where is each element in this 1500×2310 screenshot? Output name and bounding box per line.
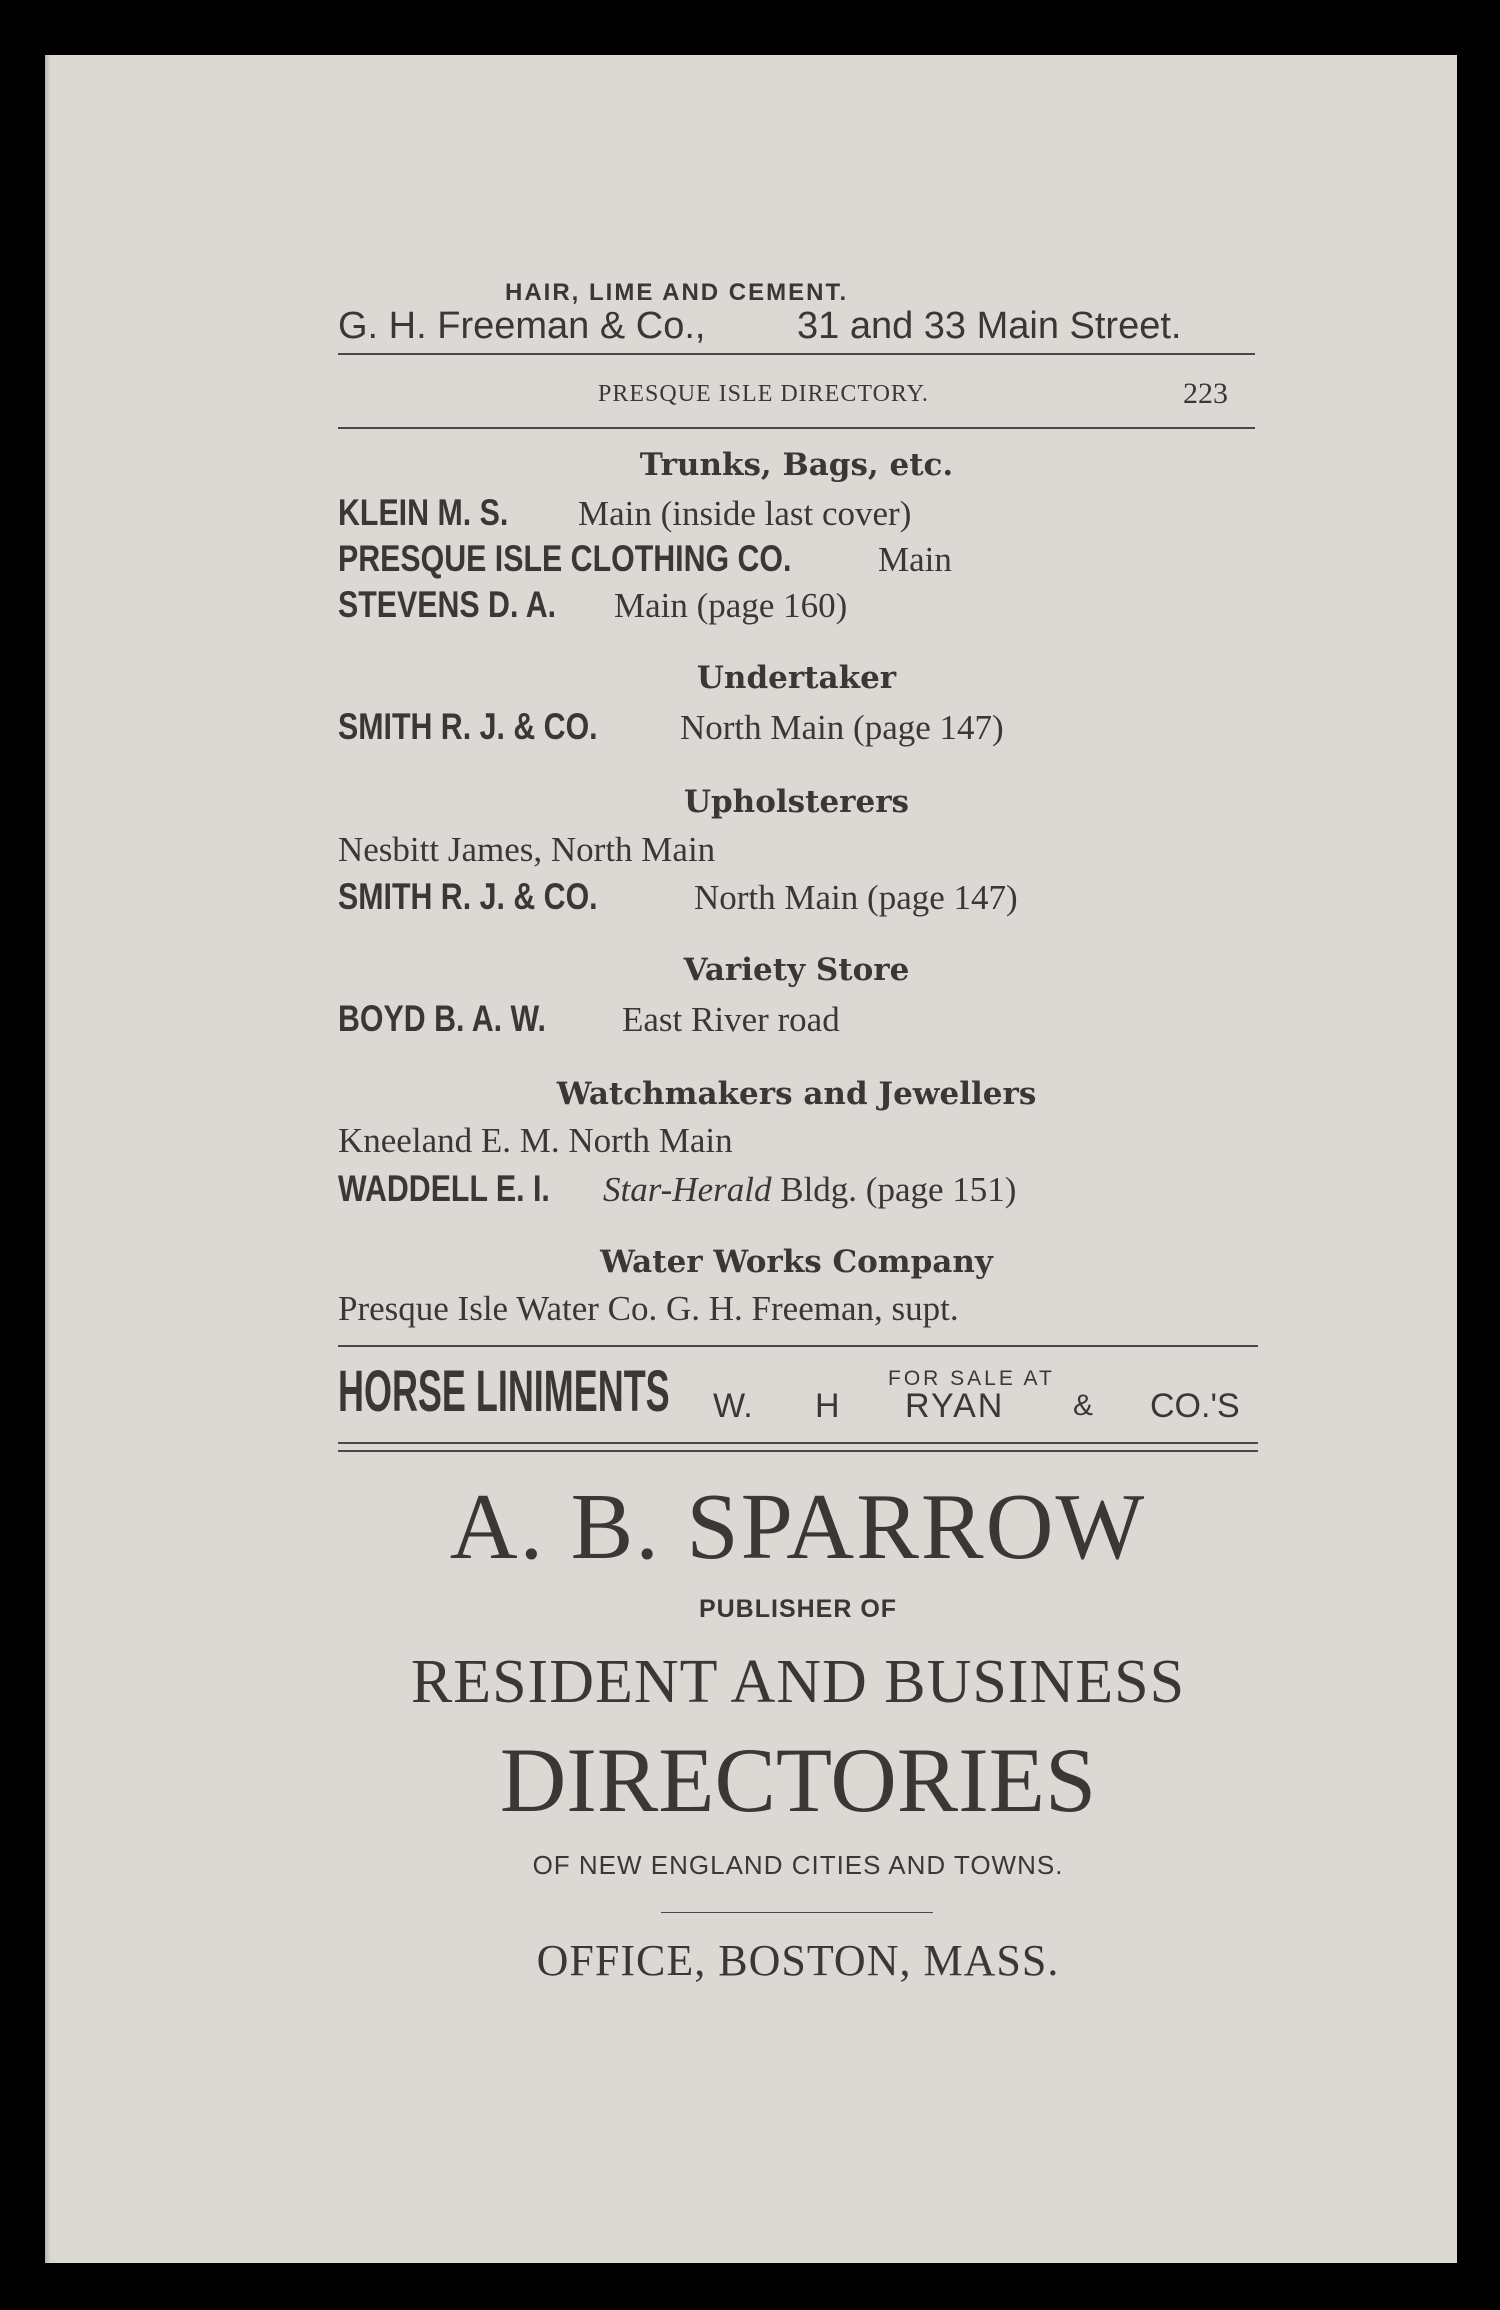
entry-detail: Main (page 160) [614,586,848,625]
footer-ad-w: W. [713,1387,753,1425]
entry-detail: Main [878,540,952,579]
entry-name: PRESQUE ISLE CLOTHING CO. [338,538,792,579]
footer-ad-product: HORSE LINIMENTS [338,1359,670,1424]
entry-detail: North Main (page 147) [694,878,1018,917]
entry-waddell [338,1168,1016,1210]
footer-ad-bottom-rule-2 [338,1450,1258,1452]
section-heading-undertaker: Undertaker [696,660,897,696]
header-ad-address: 31 and 33 Main Street. [797,305,1182,347]
entry-detail: East River road [622,1000,840,1039]
footer-ad-cos: CO.'S [1150,1387,1240,1425]
entry-stevens [338,584,847,626]
header-ad-firm: G. H. Freeman & Co., [338,305,706,347]
section-heading-variety-store: Variety Store [683,952,910,988]
publisher-name: A. B. SPARROW [449,1475,1147,1579]
publisher-of-label: PUBLISHER OF [698,1595,898,1623]
entry-smith-upholsterer [338,876,1018,918]
entry-nesbitt: Nesbitt James, North Main [338,830,716,869]
footer-ad-ampersand: & [1073,1389,1094,1422]
section-heading-watchmakers: Watchmakers and Jewellers [556,1076,1037,1112]
entry-detail: North Main (page 147) [680,708,1004,747]
page-spine-shadow [45,55,51,2263]
entry-name: WADDELL E. I. [338,1168,550,1209]
entry-smith-undertaker [338,706,1004,748]
footer-ad-ryan: RYAN [905,1387,1005,1425]
entry-detail: Bldg. (page 151) [780,1170,1017,1209]
entry-name: BOYD B. A. W. [338,998,546,1039]
publisher-line-new-england: OF NEW ENGLAND CITIES AND TOWNS. [532,1850,1064,1880]
entry-name: SMITH R. J. & CO. [338,876,598,917]
running-head-rule [338,427,1255,429]
footer-ad-h: H [815,1387,840,1425]
entry-water-co: Presque Isle Water Co. G. H. Freeman, supt. [338,1289,959,1328]
publisher-office: OFFICE, BOSTON, MASS. [536,1936,1060,1985]
footer-ad-bottom-rule-1 [338,1442,1258,1444]
entry-name: KLEIN M. S. [338,492,509,533]
footer-ad-top-rule [338,1345,1258,1347]
section-heading-upholsterers: Upholsterers [683,784,910,820]
section-heading-trunks: Trunks, Bags, etc. [639,447,954,483]
entry-name: STEVENS D. A. [338,584,557,625]
entry-detail-italic: Star-Herald [603,1170,772,1209]
header-ad-tagline: HAIR, LIME AND CEMENT. [505,279,849,306]
publisher-line-resident-business: RESIDENT AND BUSINESS [410,1648,1186,1716]
entry-presque-isle-clothing [338,538,952,580]
footer-ad-for-sale-at: FOR SALE AT [888,1367,1055,1390]
entry-boyd [338,998,840,1040]
publisher-line-directories: DIRECTORIES [499,1729,1097,1831]
directory-page [45,55,1457,2263]
entry-name: SMITH R. J. & CO. [338,706,598,747]
publisher-divider [661,1912,933,1913]
section-heading-water-works: Water Works Company [600,1244,993,1280]
header-ad-rule [338,353,1255,355]
entry-kneeland: Kneeland E. M. North Main [338,1121,733,1160]
running-head-page-number: 223 [1183,377,1228,410]
running-head-title: PRESQUE ISLE DIRECTORY. [598,381,929,407]
entry-klein [338,492,911,534]
entry-detail: Main (inside last cover) [578,494,912,533]
